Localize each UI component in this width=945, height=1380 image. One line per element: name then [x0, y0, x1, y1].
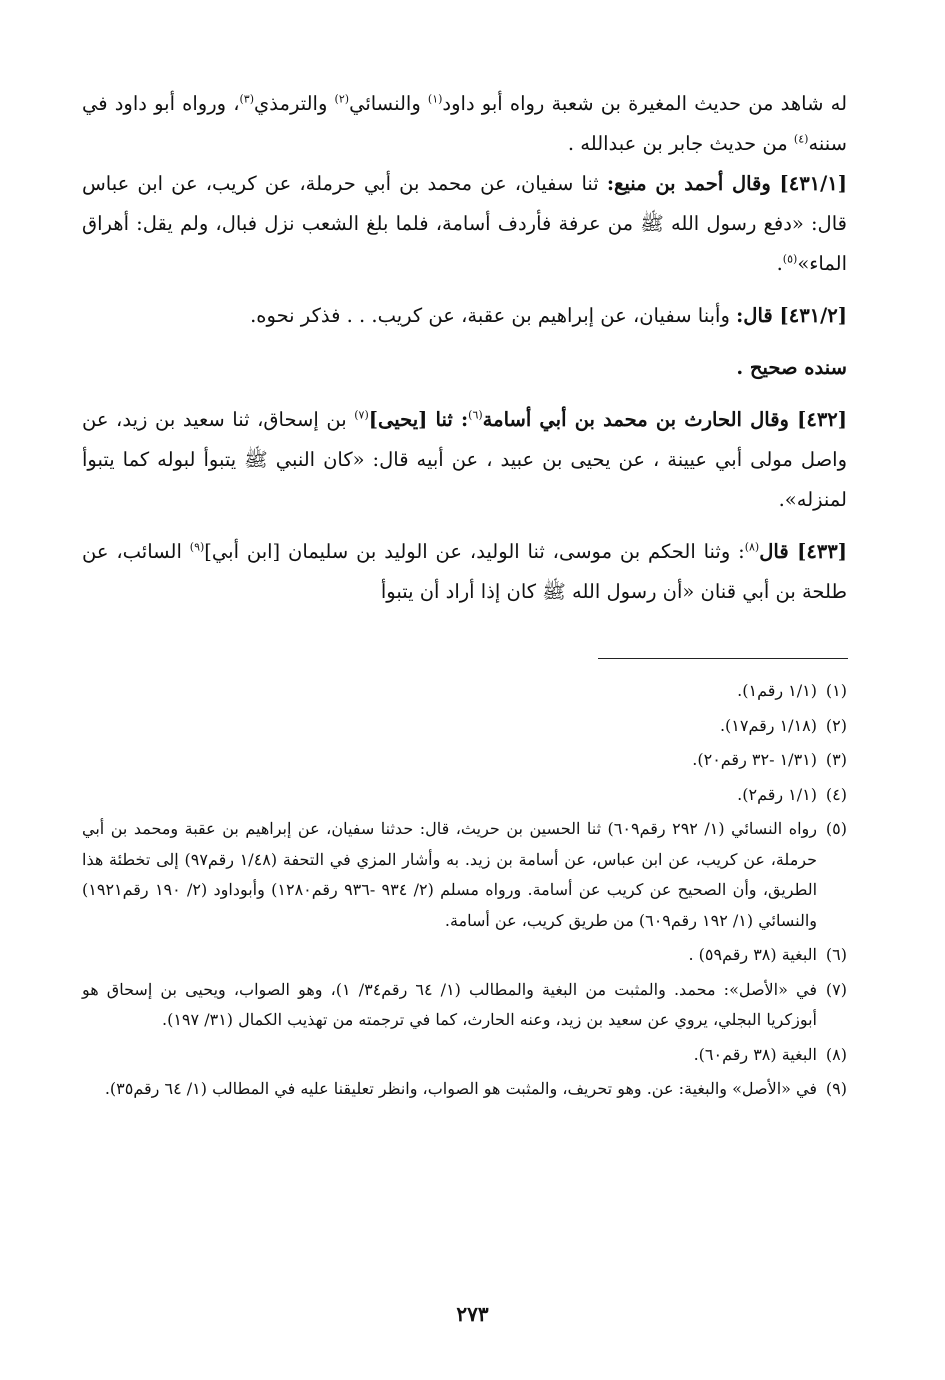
- paragraph-intro: [82, 84, 847, 164]
- footnote-ref-7: (٧): [354, 408, 369, 422]
- hadith-heading: : ثنا [يحيى]: [368, 408, 469, 431]
- main-text: [82, 84, 847, 624]
- hadith-heading: [٤٣٢] وقال الحارث بن محمد بن أبي أسامة: [482, 408, 847, 431]
- text: ، ورواه أبو داود في سننه: [82, 92, 847, 155]
- text: : وثنا الحكم بن موسى، ثنا الوليد، عن الوليد بن سليمان [ابن أبي]: [204, 540, 745, 563]
- footnote-text: في «الأصل» والبغية: عن. وهو تحريف، والمثبت هو الصواب، وانظر تعليقنا عليه في المطالب (١/ ٦٤ رقم٣٥).: [104, 1079, 817, 1098]
- hadith-heading: [٤٣١/١] وقال أحمد بن منيع:: [606, 172, 847, 195]
- footnote-number: (٤): [825, 784, 847, 804]
- text: والنسائي: [349, 92, 428, 115]
- text: ثنا سفيان، عن محمد بن أبي حرملة، عن كريب، عن ابن عباس قال: «دفع رسول الله ﷺ من عرفة فأردف أسامة، فلما بلغ الشعب نزل فبال، ولم يقل: أهراق الماء»: [82, 172, 847, 275]
- footnote-item: [82, 975, 847, 1036]
- footnote-ref-9: (٩): [189, 540, 205, 554]
- text: وأبنا سفيان، عن إبراهيم بن عقبة، عن كريب. . . فذكر نحوه.: [250, 304, 737, 327]
- page-number: ٢٧٣: [456, 1302, 489, 1326]
- grading-text: سنده صحيح .: [736, 356, 847, 379]
- footnote-ref-5: (٥): [782, 252, 798, 266]
- text: من حديث جابر بن عبدالله .: [567, 132, 794, 155]
- footnote-item: [82, 780, 847, 811]
- footnote-item: [82, 1040, 847, 1071]
- text: والترمذي: [254, 92, 335, 115]
- footnote-number: (٦): [825, 945, 847, 964]
- footnote-number: (٩): [825, 1079, 847, 1098]
- grading-line: [82, 348, 847, 388]
- footnote-item: [82, 1074, 847, 1105]
- footnote-text: البغية (٣٨ رقم٥٩) .: [688, 945, 817, 964]
- footnote-ref-6: (٦): [468, 408, 483, 422]
- footnote-number: (٧): [825, 979, 847, 999]
- footnote-item: [82, 676, 847, 707]
- footnote-item: [82, 711, 847, 742]
- footnote-text: (١/٣١ -٣٢ رقم٢٠).: [692, 750, 817, 769]
- footnote-number: (٥): [825, 819, 847, 838]
- text: له شاهد من حديث المغيرة بن شعبة رواه أبو داود: [442, 92, 848, 115]
- footnotes: [82, 676, 847, 1109]
- footnote-text: (١/١ رقم١).: [737, 681, 817, 700]
- footnote-separator: [598, 658, 848, 659]
- footnote-text: رواه النسائي (١/ ٢٩٢ رقم٦٠٩) ثنا الحسين بن حريث، قال: حدثنا سفيان، عن إبراهيم بن عقبة ومحمد بن أبي حرملة، عن كريب، عن ابن عباس، عن أسامة بن زيد. به وأشار المزي في التحفة (١/٤٨ رقم٩٧) إلى تخطئة هذا الطريق، وأن الصحيح عن كريب عن أسامة. ورواه مسلم (٢/ ٩٣٤ -٩٣٦ رقم١٢٨٠) وأبوداود (٢/ ١٩٠ رقم١٩٢١) والنسائي (١/ ١٩٢ رقم٦٠٩) من طريق كريب، عن أسامة.: [82, 819, 818, 930]
- footnote-text: البغية (٣٨ رقم٦٠).: [693, 1044, 817, 1064]
- text: السائب، عن طلحة بن أبي قنان «أن رسول الله ﷺ كان إذا أراد أن يتبوأ: [82, 540, 847, 603]
- hadith-431-2: [82, 296, 847, 336]
- hadith-heading: [٤٣١/٢] قال:: [736, 304, 847, 327]
- hadith-431-1: [82, 164, 847, 284]
- footnote-ref-4: (٤): [793, 132, 809, 146]
- footnote-number: (٣): [825, 750, 847, 769]
- footnote-item: [82, 814, 847, 936]
- text: .: [776, 252, 783, 275]
- footnote-ref-2: (٢): [334, 92, 350, 106]
- footnote-number: (١): [825, 681, 847, 700]
- footnote-number: (٨): [825, 1044, 847, 1064]
- footnote-ref-1: (١): [427, 92, 443, 106]
- hadith-heading: [٤٣٣] قال: [759, 540, 847, 563]
- footnote-text: في «الأصل»: محمد. والمثبت من البغية والمطالب (١/ ٦٤ رقم٣٤/ ١)، وهو الصواب، ويحيى بن إسحاق هو أبوزكريا البجلي، يروي عن سعيد بن زيد، وعنه الحارث، كما في ترجمته من تهذيب الكمال (٣١/ ١٩٧).: [82, 979, 817, 1029]
- hadith-432: [82, 400, 847, 520]
- footnote-ref-3: (٣): [239, 92, 255, 106]
- footnote-item: [82, 745, 847, 776]
- text: بن إسحاق، ثنا سعيد بن زيد، عن واصل مولى أبي عيينة ، عن يحيى بن عبيد ، عن أبيه قال: «كان النبي ﷺ يتبوأ لبوله كما يتبوأ لمنزله».: [82, 408, 847, 511]
- hadith-433: [82, 532, 847, 612]
- footnote-item: [82, 940, 847, 971]
- footnote-text: (١/١ رقم٢).: [737, 784, 817, 804]
- footnote-ref-8: (٨): [744, 540, 760, 554]
- footnote-number: (٢): [825, 715, 847, 735]
- footnote-text: (١/١٨ رقم١٧).: [719, 715, 817, 735]
